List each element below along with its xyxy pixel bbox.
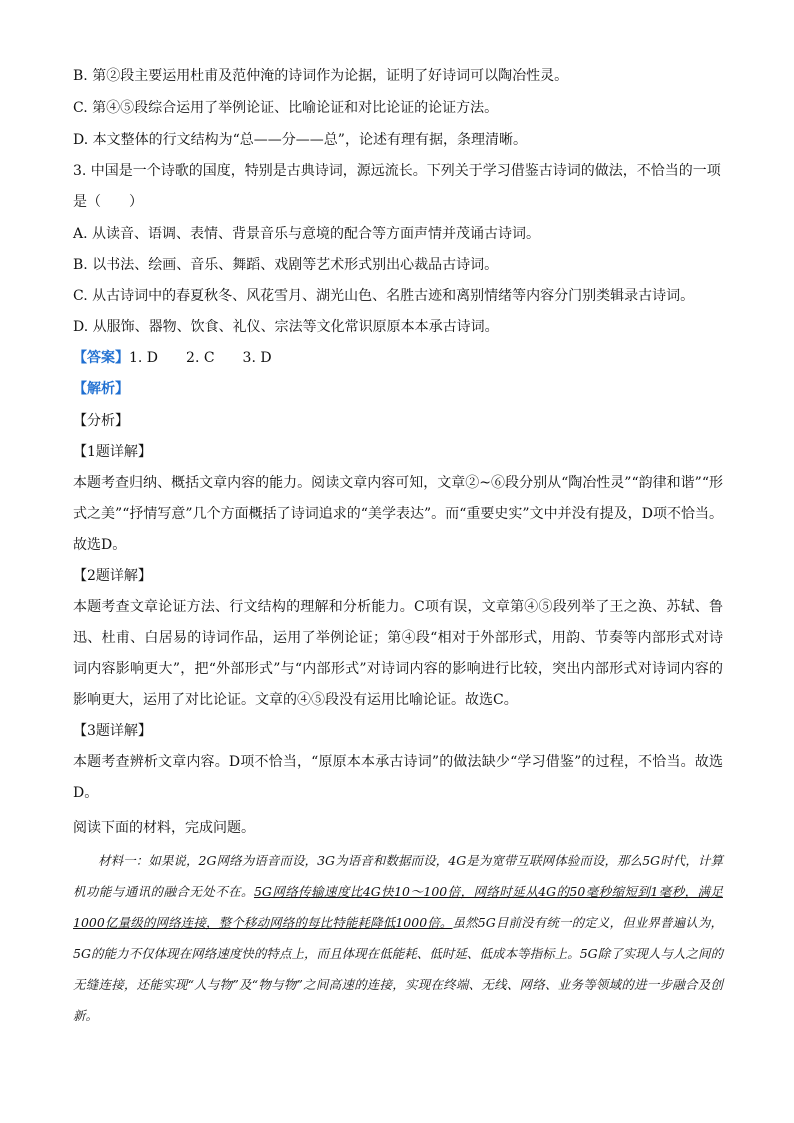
q3-stem-line2: 是（ ） [73,194,143,210]
detail-3-title: 【3题详解】 [73,723,152,739]
q3-option-b: B. 以书法、绘画、音乐、舞蹈、戏剧等艺术形式别出心裁品古诗词。 [73,257,499,273]
answer-label: 【答案】 [73,350,129,366]
detail-2-text: 本题考查文章论证方法、行文结构的理解和分析能力。C项有误，文章第④⑤段列举了王之涣、苏轼、鲁迅、杜甫、白居易的诗词作品，运用了举例论证；第④段“相对于外部形式，用韵、节奏等内部形式对诗词内容影响更大”，把“外部形式”与“内部形式”对诗词内容的影响进行比较，突出内部形式对诗词内容的影响更大，运用了对比论证。文章的④⑤段没有运用比喻论证。故选C。 [73,599,723,708]
answer-line [73,348,723,368]
q3-option-d: D. 从服饰、器物、饮食、礼仪、宗法等文化常识原原本本承古诗词。 [73,319,499,335]
detail-3-text: 本题考查辨析文章内容。D项不恰当，“原原本本承古诗词”的做法缺少“学习借鉴”的过程，不恰当。故选D。 [73,754,723,801]
q3-stem-line1: 3. 中国是一个诗歌的国度，特别是古典诗词，源远流长。下列关于学习借鉴古诗词的做法，不恰当的一项 [73,163,721,179]
detail-2-title: 【2题详解】 [73,568,152,584]
q3-option-a: A. 从读音、语调、表情、背景音乐与意境的配合等方面声情并茂诵古诗词。 [73,226,541,242]
material-one-rest: 虽然5G目前没有统一的定义，但业界普遍认为，5G的能力不仅体现在网络速度快的特点上，而且体现在低能耗、低时延、低成本等指标上。5G除了实现人与人之间的无缝连接，还能实现“人与物”及“物与物”之间高速的连接，实现在终端、无线、网络、业务等领域的进一步融合及创新。 [73,915,723,1023]
q2-option-c: C. 第④⑤段综合运用了举例论证、比喻论证和对比论证的论证方法。 [73,100,499,116]
reading-instruction: 阅读下面的材料，完成问题。 [73,820,255,836]
fenxi-heading: 【分析】 [73,413,129,429]
material-one-intro: 材料一：如果说，2G网络为语音而设，3G为语音和数据而设，4G是为宽带互联网体验而设，那么5G时代，计算机功能与通讯的融合无处不在。 [73,853,723,899]
detail-1-title: 【1题详解】 [73,444,152,460]
q2-option-d: D. 本文整体的行文结构为“总——分——总”，论述有理有据，条理清晰。 [73,132,527,148]
material-one-underlined: 5G网络传输速度比4G快10～100倍，网络时延从4G的50毫秒缩短到1毫秒，满足1000亿量级的网络连接，整个移动网络的每比特能耗降低1000倍。 [73,884,723,930]
analysis-heading: 【解析】 [73,381,129,397]
detail-1-text: 本题考查归纳、概括文章内容的能力。阅读文章内容可知，文章②~⑥段分别从“陶冶性灵”“韵律和谐”“形式之美”“抒情写意”几个方面概括了诗词追求的“美学表达”。而“重要史实”文中并没有提及，D项不恰当。故选D。 [73,475,723,553]
q3-option-c: C. 从古诗词中的春夏秋冬、风花雪月、湖光山色、名胜古迹和离别情绪等内容分门别类辑录古诗词。 [73,288,695,304]
q2-option-b: B. 第②段主要运用杜甫及范仲淹的诗词作为论据，证明了好诗词可以陶冶性灵。 [73,68,569,84]
material-one-paragraph [73,845,723,1031]
answer-values: 1. D 2. C 3. D [129,350,272,366]
